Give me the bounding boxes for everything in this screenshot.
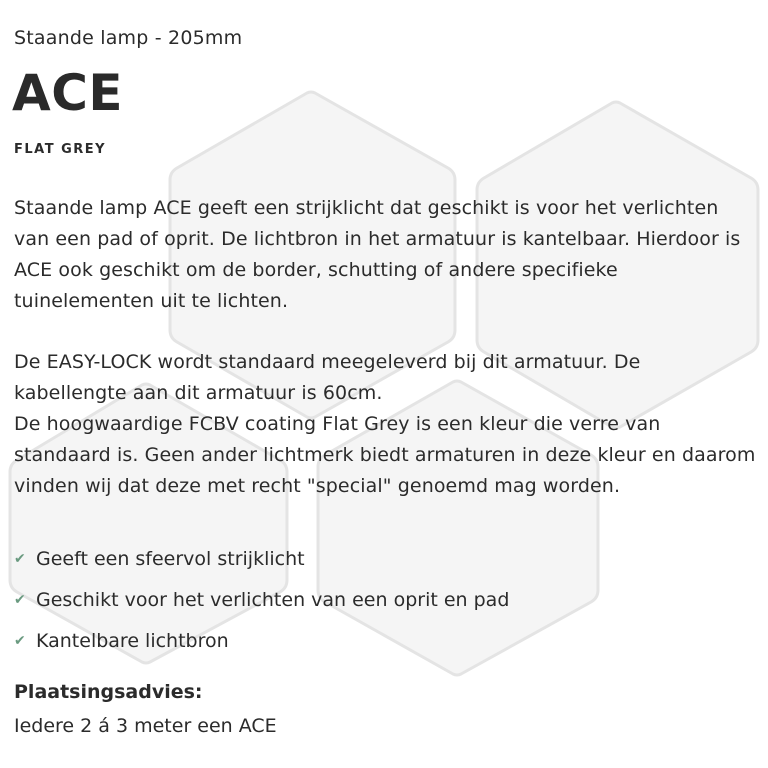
product-title: ACE <box>12 64 124 122</box>
feature-label: Geeft een sfeervol strijklicht <box>36 547 305 570</box>
check-icon: ✔ <box>14 550 26 567</box>
product-variant: FLAT GREY <box>14 142 107 157</box>
check-icon: ✔ <box>14 591 26 608</box>
placement-advice-text: Iedere 2 á 3 meter een ACE <box>14 715 277 737</box>
description-paragraph-1: Staande lamp ACE geeft een strijklicht dat geschikt is voor het verlichten van een pad of oprit. De lichtbron in het armatuur is kantelbaar. Hierdoor is ACE ook geschikt om de border, schutting of andere specifieke tuinelementen uit te lichten. <box>14 197 741 312</box>
feature-list <box>14 538 509 661</box>
description-paragraph-2 <box>14 347 758 502</box>
feature-item <box>14 620 509 661</box>
feature-item <box>14 579 509 620</box>
feature-item <box>14 538 509 579</box>
check-icon: ✔ <box>14 632 26 649</box>
product-subtitle: Staande lamp - 205mm <box>14 27 243 49</box>
feature-label: Geschikt voor het verlichten van een oprit en pad <box>36 588 510 611</box>
placement-advice-heading: Plaatsingsadvies: <box>14 681 203 703</box>
feature-label: Kantelbare lichtbron <box>36 629 229 652</box>
description-line-easy-lock: De EASY-LOCK wordt standaard meegeleverd bij dit armatuur. De kabellengte aan dit armatuur is 60cm. <box>14 351 641 404</box>
description-line-coating: De hoogwaardige FCBV coating Flat Grey is een kleur die verre van standaard is. Geen ander lichtmerk biedt armaturen in deze kleur en daarom vinden wij dat deze met recht "special" genoemd mag worden. <box>14 413 756 497</box>
